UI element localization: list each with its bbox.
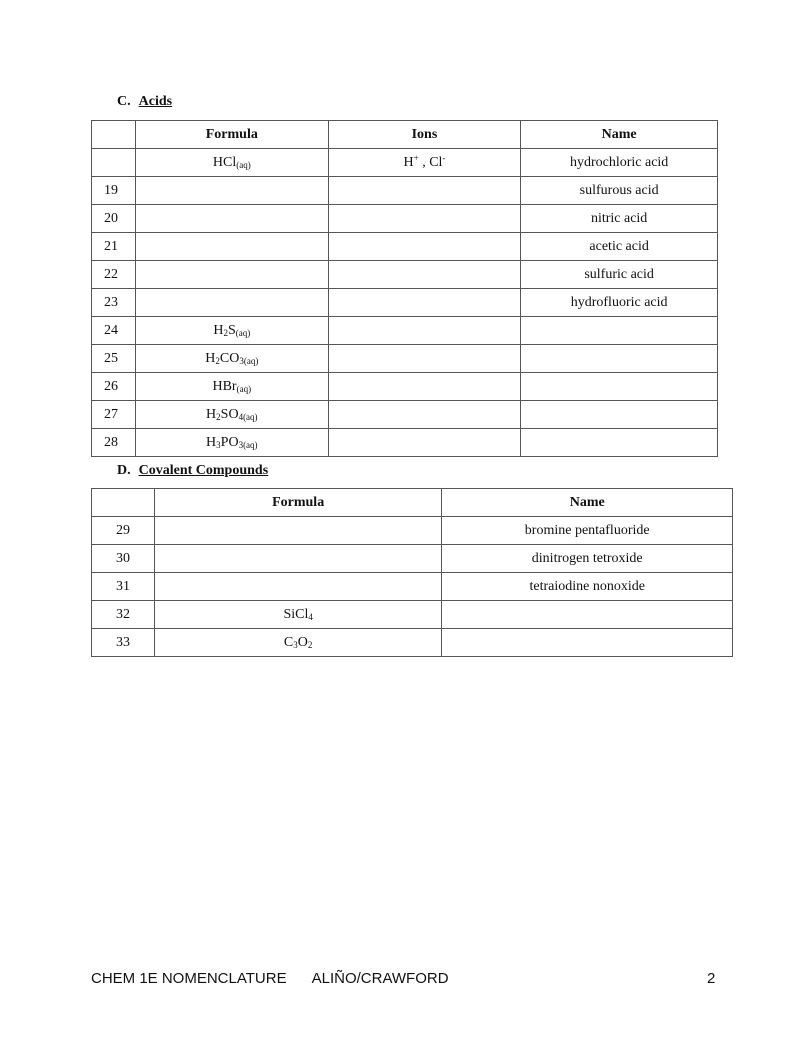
covalent-section-title <box>117 463 268 479</box>
name-cell-empty[interactable] <box>442 601 733 629</box>
table-row <box>92 429 718 457</box>
covalent-header-num <box>92 489 155 517</box>
footer-page-number: 2 <box>707 970 716 987</box>
acid-formula <box>135 373 328 401</box>
table-row <box>92 517 733 545</box>
footer-authors: ALIÑO/CRAWFORD <box>311 970 449 987</box>
formula-part: H <box>213 322 224 338</box>
ions-cell-empty[interactable] <box>328 373 521 401</box>
formula-cell-empty[interactable] <box>154 573 442 601</box>
formula-subscript: (aq) <box>235 327 251 338</box>
table-row <box>92 373 718 401</box>
formula-part: S <box>227 322 236 338</box>
formula-subscript: 3 <box>216 439 221 450</box>
compound-name: dinitrogen tetroxide <box>442 545 733 573</box>
row-number: 30 <box>92 545 155 573</box>
acids-example-name: hydrochloric acid <box>521 149 718 177</box>
row-number: 22 <box>92 261 136 289</box>
acids-section-name: Acids <box>138 94 173 109</box>
acid-formula <box>135 401 328 429</box>
acids-section-letter: C. <box>117 94 131 109</box>
table-row <box>92 629 733 657</box>
formula-cell-empty[interactable] <box>135 233 328 261</box>
formula-subscript: 3 <box>293 639 298 650</box>
covalent-header-row <box>92 489 733 517</box>
acid-name: nitric acid <box>521 205 718 233</box>
formula-cell-empty[interactable] <box>154 517 442 545</box>
acid-name: acetic acid <box>521 233 718 261</box>
ion-h-charge: + <box>413 152 419 163</box>
ion-cl-charge: - <box>442 152 446 163</box>
formula-part: SO <box>220 406 239 422</box>
name-cell-empty[interactable] <box>521 345 718 373</box>
name-cell-empty[interactable] <box>521 317 718 345</box>
acids-example-ions <box>328 149 521 177</box>
formula-subscript: 3(aq) <box>238 439 258 450</box>
table-row <box>92 261 718 289</box>
ion-separator: , <box>418 154 430 170</box>
formula-part: HBr <box>212 378 237 394</box>
row-number: 28 <box>92 429 136 457</box>
acids-header-row <box>92 121 718 149</box>
ions-cell-empty[interactable] <box>328 261 521 289</box>
name-cell-empty[interactable] <box>521 429 718 457</box>
covalent-header-formula: Formula <box>154 489 442 517</box>
ions-cell-empty[interactable] <box>328 177 521 205</box>
row-number: 32 <box>92 601 155 629</box>
formula-subscript: 2 <box>216 411 221 422</box>
formula-part: PO <box>220 434 239 450</box>
compound-name: bromine pentafluoride <box>442 517 733 545</box>
formula-subscript: 2 <box>223 327 228 338</box>
ions-cell-empty[interactable] <box>328 401 521 429</box>
footer-course-title: CHEM 1E NOMENCLATURE <box>91 970 287 987</box>
formula-cell-empty[interactable] <box>135 261 328 289</box>
name-cell-empty[interactable] <box>521 373 718 401</box>
ion-cl: Cl <box>429 154 443 170</box>
table-row <box>92 233 718 261</box>
row-number: 19 <box>92 177 136 205</box>
formula-subscript: 4(aq) <box>238 411 258 422</box>
formula-base: HCl <box>212 154 237 170</box>
formula-part: O <box>297 634 308 650</box>
covalent-section-letter: D. <box>117 463 131 478</box>
name-cell-empty[interactable] <box>442 629 733 657</box>
ions-cell-empty[interactable] <box>328 345 521 373</box>
table-row <box>92 601 733 629</box>
acids-example-row <box>92 149 718 177</box>
formula-cell-empty[interactable] <box>135 177 328 205</box>
row-number: 20 <box>92 205 136 233</box>
ions-cell-empty[interactable] <box>328 233 521 261</box>
formula-part: H <box>206 406 217 422</box>
acid-formula <box>135 345 328 373</box>
formula-subscript: (aq) <box>236 159 251 170</box>
row-number: 31 <box>92 573 155 601</box>
formula-subscript: 2 <box>215 355 220 366</box>
row-number: 27 <box>92 401 136 429</box>
formula-part: H <box>206 434 217 450</box>
acids-table <box>91 120 718 457</box>
acids-header-formula: Formula <box>135 121 328 149</box>
row-number: 21 <box>92 233 136 261</box>
formula-part: H <box>205 350 216 366</box>
acid-name: sulfurous acid <box>521 177 718 205</box>
row-number: 24 <box>92 317 136 345</box>
table-row <box>92 177 718 205</box>
ions-cell-empty[interactable] <box>328 289 521 317</box>
acid-name: sulfuric acid <box>521 261 718 289</box>
formula-part: SiCl <box>283 606 309 622</box>
ion-h: H <box>403 154 414 170</box>
formula-subscript: (aq) <box>236 383 252 394</box>
footer-course <box>91 970 449 987</box>
formula-subscript: 3(aq) <box>239 355 259 366</box>
ions-cell-empty[interactable] <box>328 317 521 345</box>
acid-formula <box>135 429 328 457</box>
acids-header-ions: Ions <box>328 121 521 149</box>
name-cell-empty[interactable] <box>521 401 718 429</box>
covalent-header-name: Name <box>442 489 733 517</box>
ions-cell-empty[interactable] <box>328 205 521 233</box>
table-row <box>92 289 718 317</box>
table-row <box>92 573 733 601</box>
covalent-section-name: Covalent Compounds <box>138 463 269 478</box>
acid-name: hydrofluoric acid <box>521 289 718 317</box>
table-row <box>92 317 718 345</box>
compound-name: tetraiodine nonoxide <box>442 573 733 601</box>
table-row <box>92 545 733 573</box>
row-number: 25 <box>92 345 136 373</box>
formula-part: CO <box>219 350 240 366</box>
acids-section-title <box>117 94 172 110</box>
covalent-table <box>91 488 733 657</box>
ions-cell-empty[interactable] <box>328 429 521 457</box>
formula-cell-empty[interactable] <box>135 289 328 317</box>
formula-part: C <box>283 634 294 650</box>
compound-formula <box>154 629 442 657</box>
compound-formula <box>154 601 442 629</box>
formula-subscript: 4 <box>308 611 313 622</box>
table-row <box>92 345 718 373</box>
row-number: 26 <box>92 373 136 401</box>
row-number: 23 <box>92 289 136 317</box>
row-number: 33 <box>92 629 155 657</box>
acids-header-name: Name <box>521 121 718 149</box>
formula-cell-empty[interactable] <box>135 205 328 233</box>
acid-formula <box>135 317 328 345</box>
formula-subscript: 2 <box>307 639 313 650</box>
acids-header-num <box>92 121 136 149</box>
row-number: 29 <box>92 517 155 545</box>
acids-example-formula <box>135 149 328 177</box>
table-row <box>92 205 718 233</box>
acids-example-num <box>92 149 136 177</box>
formula-cell-empty[interactable] <box>154 545 442 573</box>
table-row <box>92 401 718 429</box>
